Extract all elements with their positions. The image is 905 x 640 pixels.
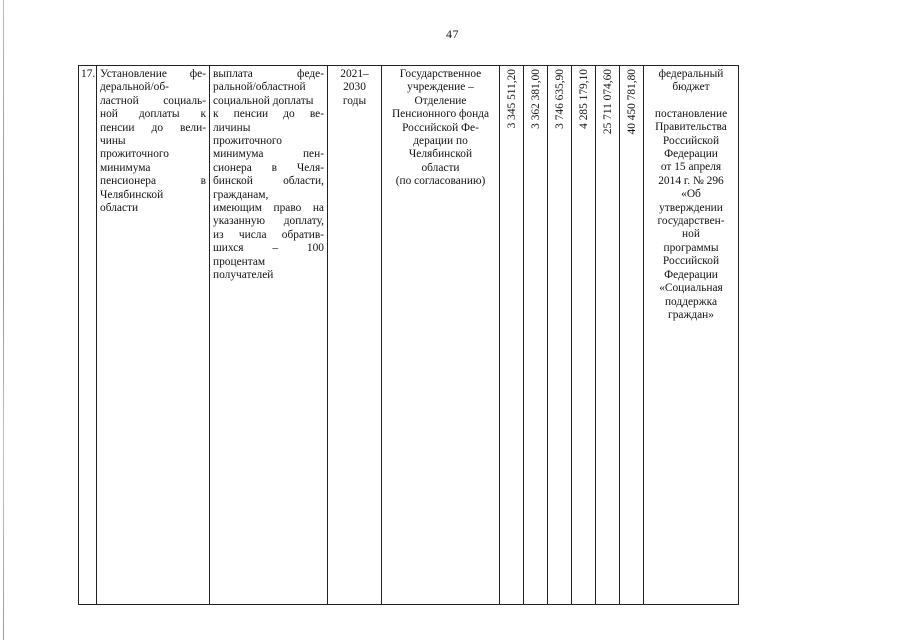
period-line: 2030 — [343, 81, 366, 94]
description-line: выплата феде- — [213, 68, 324, 80]
row-number: 17. — [81, 68, 96, 80]
measure-name-line: пенсионера в — [100, 175, 206, 188]
legal-basis-line: Федерации — [664, 268, 718, 281]
amount-value: 25 711 074,60 — [601, 69, 614, 135]
legal-basis-line: Правительства — [655, 121, 727, 134]
description-line: социальной доплаты — [213, 94, 314, 107]
table-row — [79, 66, 739, 605]
legal-basis-line: утверждении — [659, 201, 723, 214]
amount-value: 3 746 635,90 — [553, 69, 566, 129]
legal-basis-line: «Социальная — [659, 282, 723, 295]
executor-line: Пенсионного фонда — [391, 108, 490, 121]
measure-description-cell — [210, 66, 328, 605]
executor-line: Российской Фе- — [402, 121, 479, 134]
amount-value: 3 362 381,00 — [529, 69, 542, 129]
executor-line: (по согласованию) — [395, 175, 486, 188]
blank-line — [647, 95, 735, 108]
amount-cell — [572, 66, 596, 605]
funding-source-line: бюджет — [672, 81, 710, 94]
legal-basis-line: Российской — [662, 134, 720, 147]
amount-value: 40 450 781,80 — [625, 69, 638, 135]
description-line: указанную доплату, — [213, 215, 324, 228]
measure-name-line: деральной/об- — [100, 81, 169, 94]
scan-edge-line — [3, 0, 4, 640]
legal-basis-line: Федерации — [664, 148, 718, 161]
page-number: 47 — [446, 27, 459, 41]
measure-name-line: Установление фе- — [100, 68, 206, 80]
measure-name-line: ластной социаль- — [100, 94, 206, 107]
measure-name-line: минимума — [100, 161, 151, 174]
measure-name-line: Челябинской — [100, 188, 164, 201]
executor-line: учреждение – — [407, 81, 474, 94]
description-line: процентам — [213, 255, 266, 268]
description-line: получателей — [213, 269, 274, 282]
executor-line: Государственное — [399, 68, 482, 80]
legal-basis-line: «Об — [681, 188, 701, 201]
description-line: шихся – 100 — [213, 242, 324, 255]
legal-basis-line: программы — [663, 241, 719, 254]
program-table — [78, 65, 739, 605]
executor-line: Отделение — [414, 94, 467, 107]
measure-name-line: чины — [100, 135, 126, 148]
legal-basis-line: поддержка — [664, 295, 718, 308]
amount-cell — [596, 66, 620, 605]
description-line: гражданам, — [213, 188, 269, 201]
funding-source-line: федеральный — [658, 68, 724, 80]
executor-line: дерации по — [413, 135, 468, 148]
amount-cell — [548, 66, 572, 605]
source-and-basis-cell — [644, 66, 739, 605]
description-line: к пенсии до ве- — [213, 108, 324, 121]
amount-cell — [524, 66, 548, 605]
description-line: имеющим право на — [213, 202, 324, 215]
amount-cell — [620, 66, 644, 605]
legal-basis-line: 2014 г. № 296 — [658, 174, 724, 187]
measure-name-line: пенсии до вели- — [100, 121, 206, 134]
description-line: ральной/областной — [213, 81, 306, 94]
measure-name-line: прожиточного — [100, 148, 169, 161]
description-line: прожиточного — [213, 135, 282, 148]
legal-basis-line: от 15 апреля — [660, 161, 722, 174]
description-line: личины — [213, 121, 251, 134]
executor-line: области — [421, 161, 460, 174]
amount-value: 4 285 179,10 — [577, 69, 590, 129]
legal-basis-line: ной — [682, 228, 700, 241]
period-cell — [328, 66, 382, 605]
measure-name-cell — [97, 66, 210, 605]
amount-cell — [500, 66, 524, 605]
period-line: годы — [342, 94, 367, 107]
row-number-cell — [79, 66, 97, 605]
period-line: 2021– — [340, 68, 369, 80]
executor-line: Челябинской — [408, 148, 473, 161]
legal-basis-line: Российской — [662, 255, 720, 268]
measure-name-line: ной доплаты к — [100, 108, 206, 121]
description-line: сионера в Челя- — [213, 161, 324, 174]
description-line: из числа обратив- — [213, 228, 324, 241]
legal-basis-line: государствен- — [657, 215, 725, 228]
description-line: минимума пен- — [213, 148, 324, 161]
executor-cell — [382, 66, 500, 605]
description-line: бинской области, — [213, 175, 324, 188]
amount-value: 3 345 511,20 — [505, 69, 518, 129]
measure-name-line: области — [100, 202, 139, 215]
legal-basis-line: постановление — [654, 107, 728, 120]
legal-basis-line: граждан» — [668, 308, 714, 321]
